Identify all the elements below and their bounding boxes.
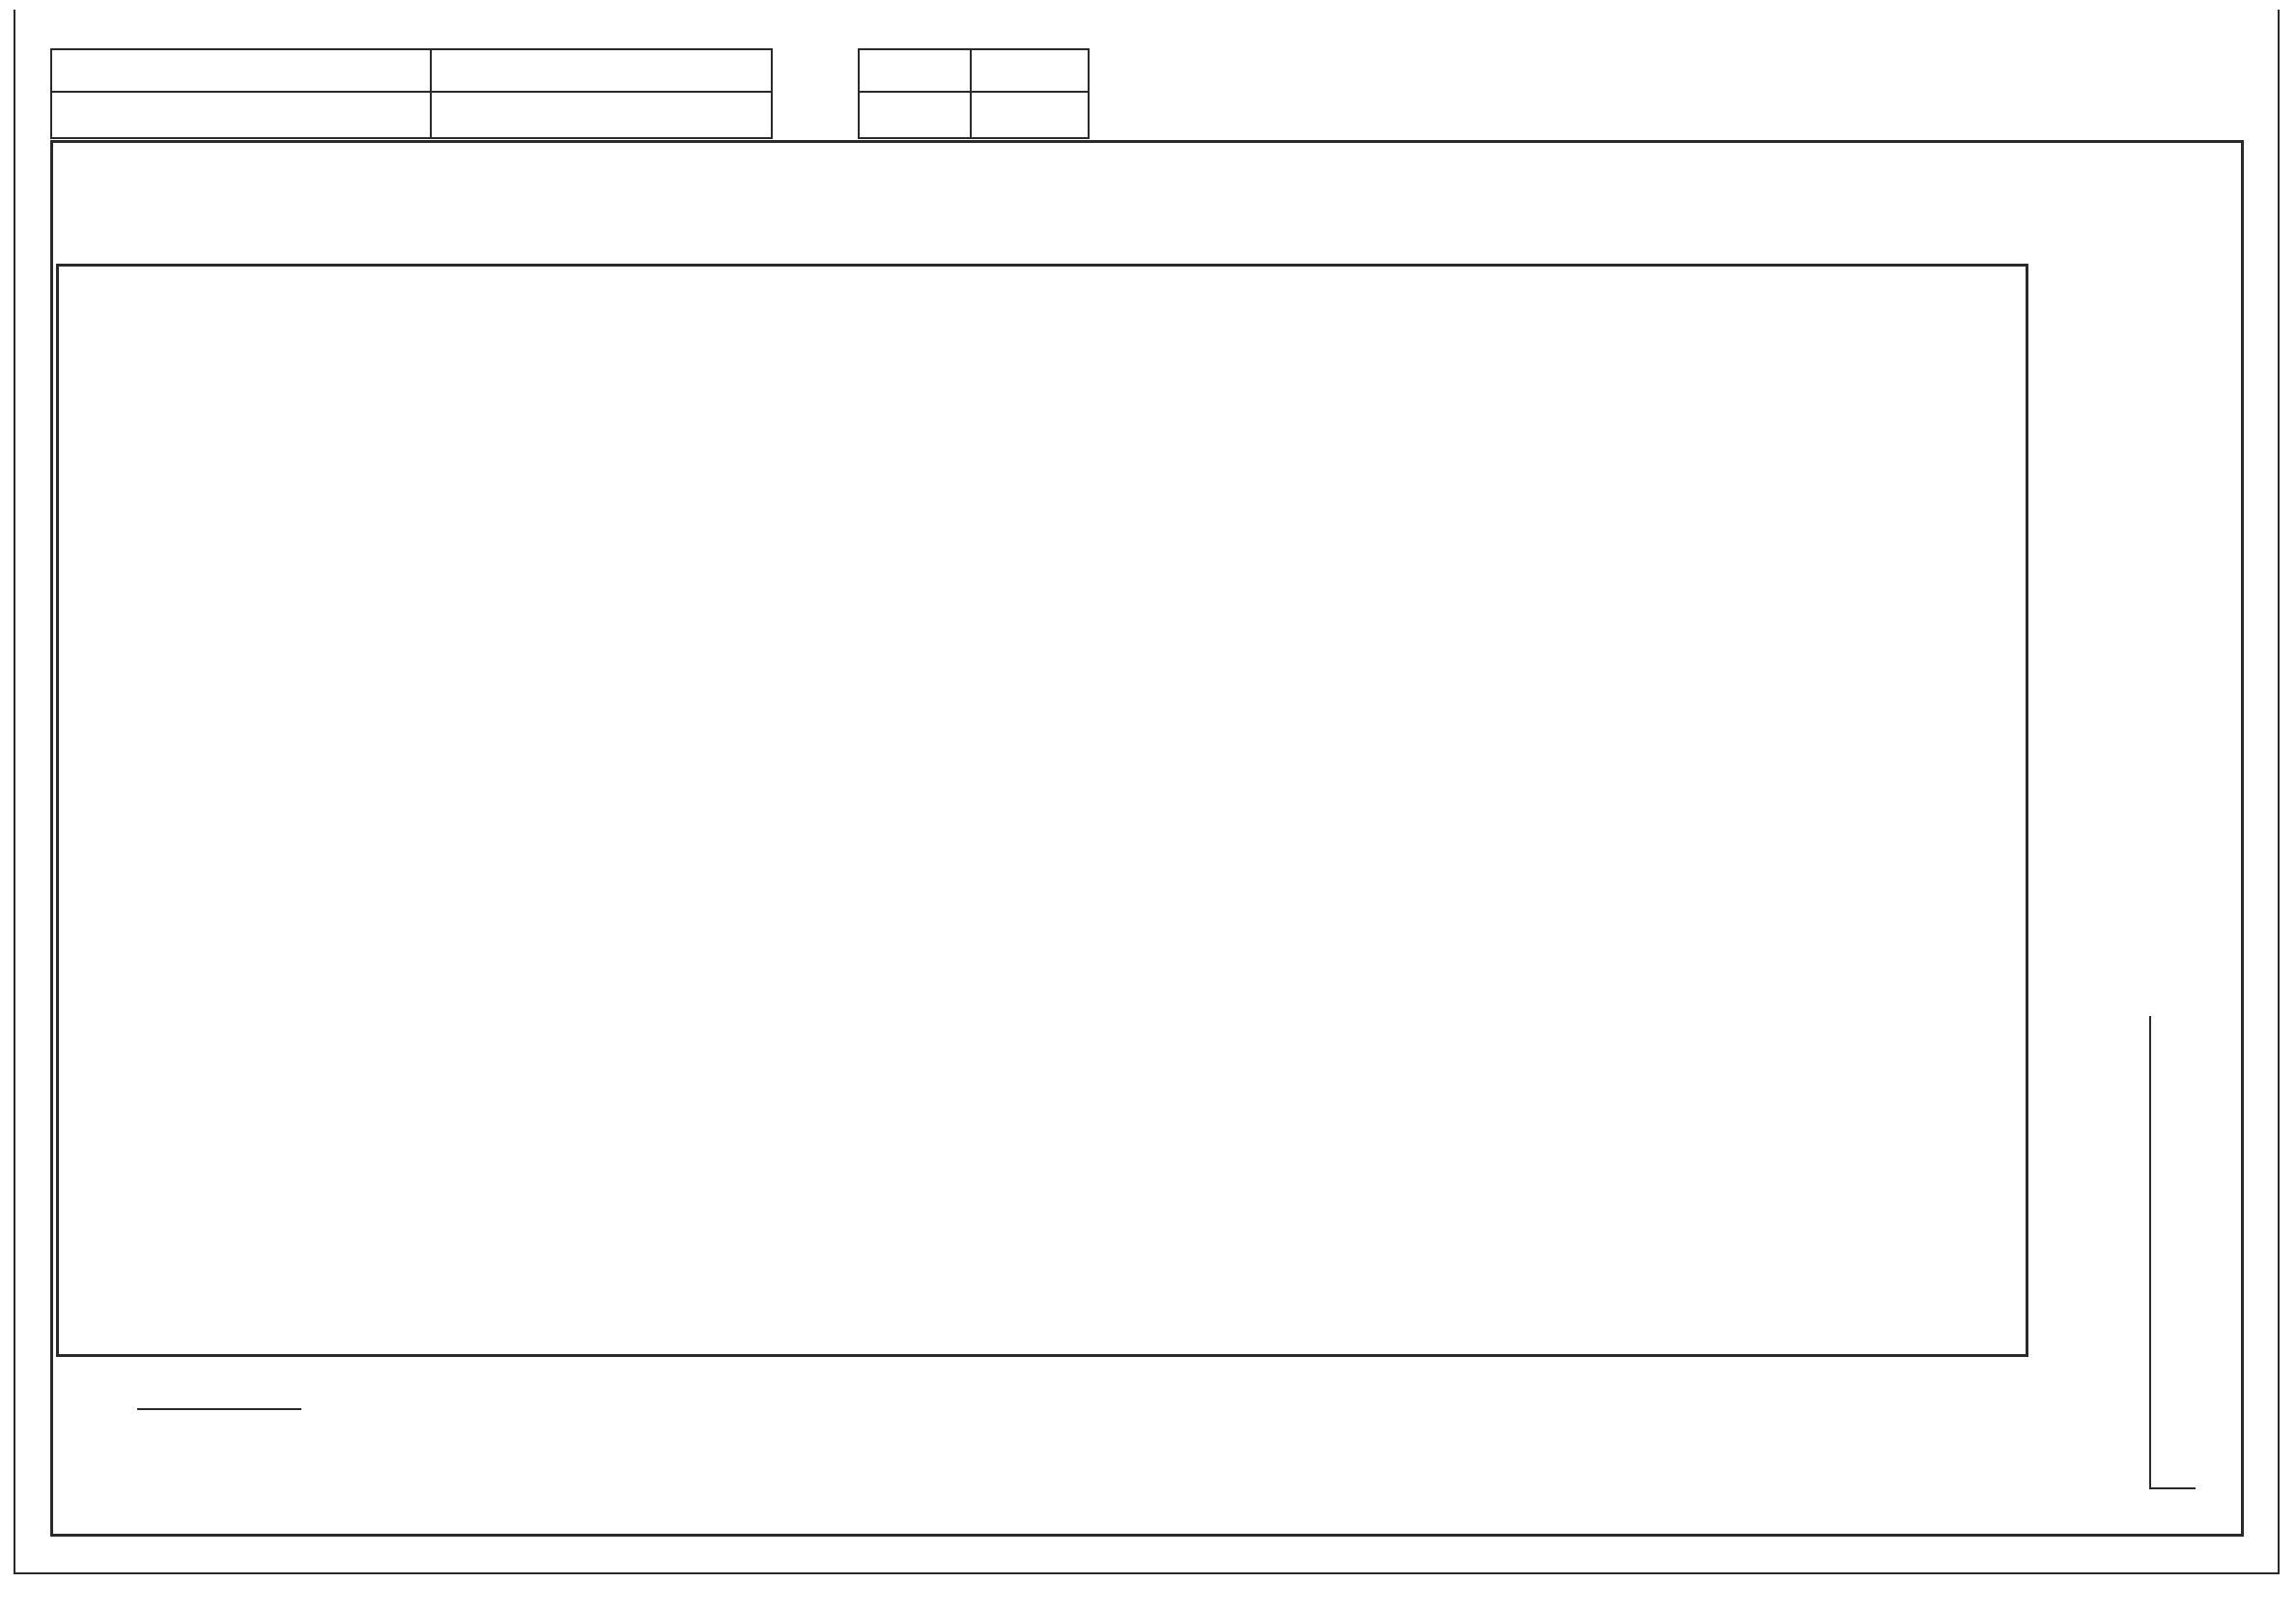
side-code-rule-top	[2149, 1016, 2151, 1489]
side-code-rule-bottom	[2149, 1487, 2196, 1489]
table-border	[56, 264, 2028, 1357]
footnote-rule	[137, 1408, 301, 1410]
